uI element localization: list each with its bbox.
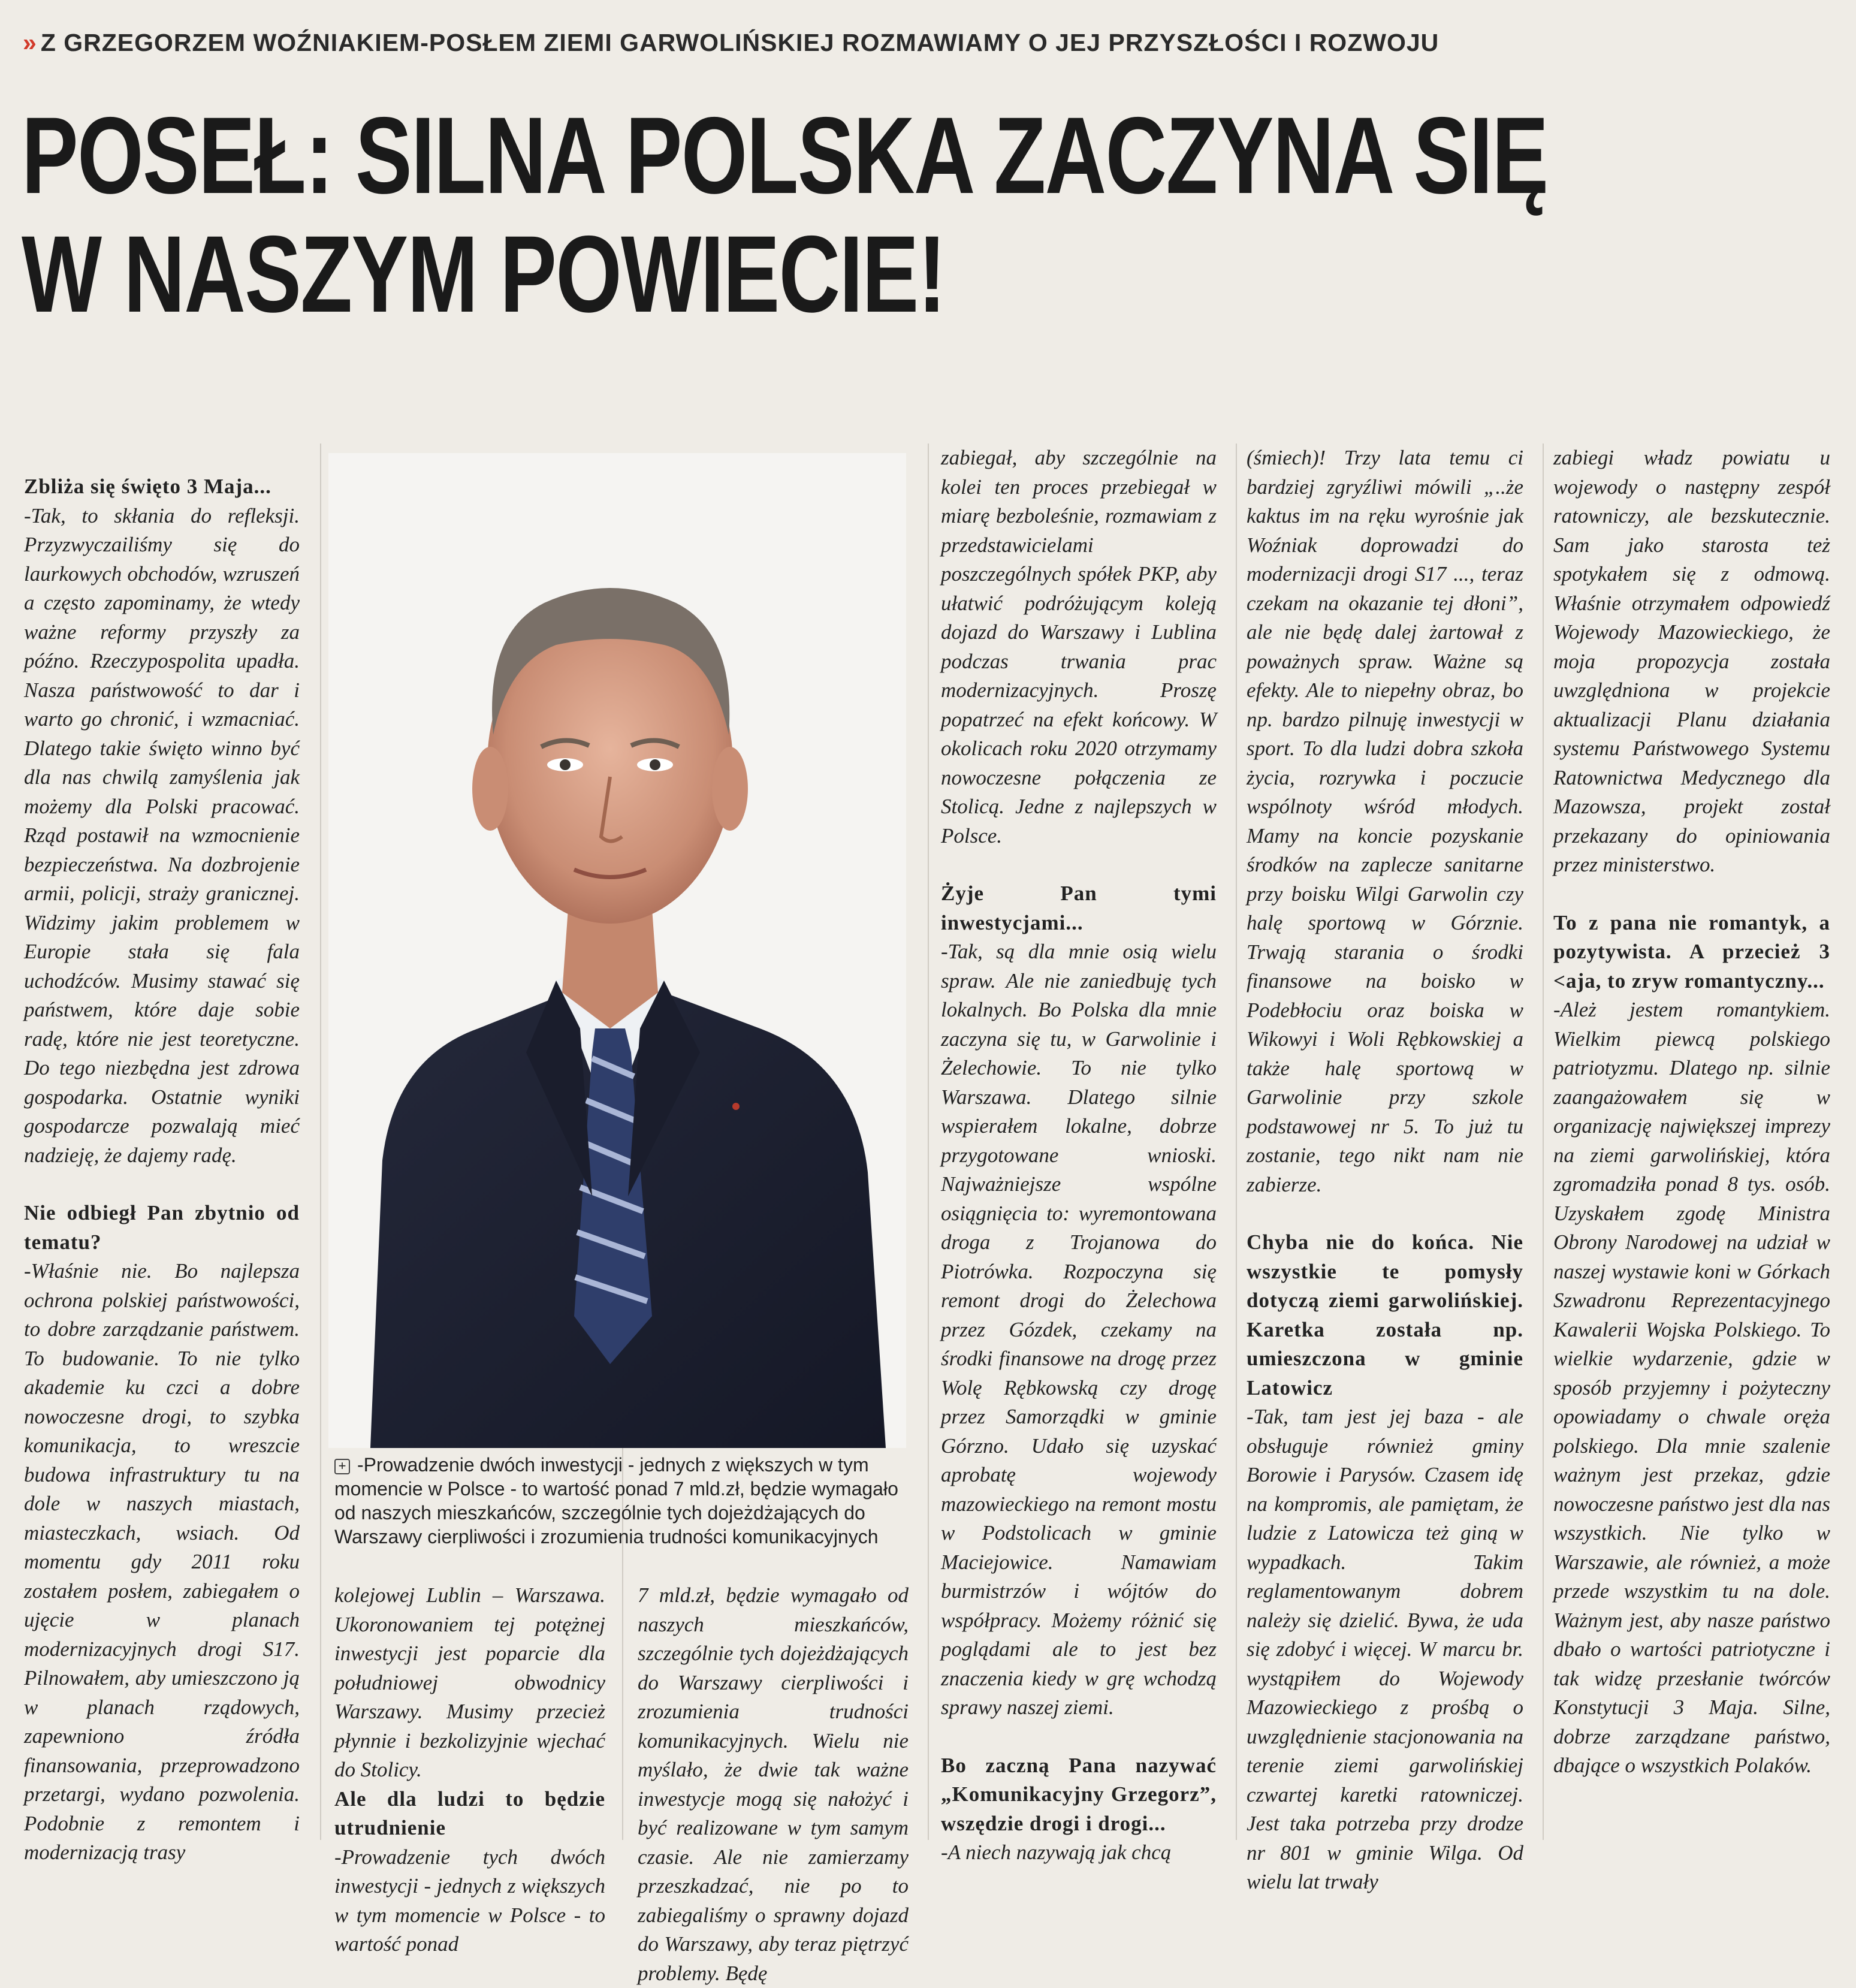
interview-answer: (śmiech)! Trzy lata temu ci bardziej zgryźliwi mówili „..że kaktus im na ręku wyrośnie jak Woźniak doprowadzi do modernizacji drogi S17 ..., teraz czekam na okazanie tej dłoni”, ale nie będę dalej żartował z poważnych spraw. Ważne są efekty. Ale to niepełny obraz, bo np. bardzo pilnuję inwestycji w sport. To dla ludzi dobra szkoła życia, rozrywka i poczucie wspólnoty wśród młodych. Mamy na koncie pozyskanie środków na zaplecze sanitarne przy boisku Wilgi Garwolin czy halę sportową w Górznie. Trwają starania o środki finansowe na boisko w Podebłociu oraz boiska w Wikowyi i Woli Rębkowskiej a także halę sportową w Garwolinie przy szkole podstawowej nr 5. To już tu zostanie, tego nikt nam nie zabierze. (1247, 446, 1523, 1196)
interview-answer: -Tak, to skłania do refleksji. Przyzwyczailiśmy się do laurkowych obchodów, wzruszeń a często zapominamy, że wtedy ważne reformy przyszły za późno. Rzeczypospolita upadła. Nasza państwowość to dar i warto go chronić, i wzmacniać. Dlatego takie święto winno być dla nas chwilą zamyślenia jak możemy dla Polski pracować. Rząd postawił na wzmocnienie bezpieczeństwa. Na dozbrojenie armii, policji, straży granicznej. Widzimy jakim problemem w Europie stała się fala uchodźców. Musimy stawać się państwem, które daje sobie radę, które nie jest teoretyczne. Do tego niezbędna jest zdrowa gospodarka. Ostatnie wyniki gospodarcze pozwalają mieć nadzieję, że dajemy radę. (24, 503, 300, 1167)
article-headline (22, 94, 1548, 335)
article-kicker (23, 29, 1439, 57)
portrait-illustration (328, 453, 906, 1448)
interview-answer: zabiegał, aby szczególnie na kolei ten proces przebiegał w miarę bezboleśnie, rozmawiam z przedstawicielami poszczególnych spółek PKP, aby ułatwić podróżującym koleją dojazd do Warszawy i Lublina podczas trwania prac modernizacyjnych. Proszę popatrzeć na efekt końcowy. W okolicach roku 2020 otrzymamy nowoczesne połączenia ze Stolicą. Jedne z najlepszych w Polsce. (941, 446, 1217, 847)
interview-question: Bo zaczną Pana nazywać „Komunikacyjny Grzegorz”, wszędzie drogi i drogi... (941, 1753, 1217, 1835)
interview-answer: -Tak, są dla mnie osią wielu spraw. Ale nie zaniedbuję tych lokalnych. Bo Polska dla mnie zaczyna się tu, w Garwolinie i Żelechowie. To nie tylko Warszawa. Dlatego silnie wspierałem lokalne, dobrze przygotowane wnioski. Najważniejsze wspólne osiągnięcia to: wyremontowana droga z Trojanowa do Piotrówka. Rozpoczyna się remont drogi do Żelechowa przez Gózdek, czekamy na środki finansowe na drogę przez Wolę Rębkowską czy drogę przez Samorządki w gminie Górzno. Udało się uzyskać aprobatę wojewody mazowieckiego na remont mostu w Podstolicach w gminie Maciejowice. Namawiam burmistrzów i wójtów do współpracy. Możemy różnić się poglądami ale to jest bez znaczenia kiedy w grę wchodzą sprawy naszej ziemi. (941, 940, 1217, 1719)
column-rule (320, 444, 321, 1840)
kicker-arrow-icon: » (23, 29, 37, 56)
interview-question: Nie odbiegł Pan zbytnio od tematu? (24, 1201, 300, 1254)
interview-answer: -Prowadzenie tych dwóch inwestycji - jednych z większych w tym momencie w Polsce - to wartość ponad (334, 1845, 605, 1956)
column-rule (928, 444, 929, 1840)
interview-answer: -Właśnie nie. Bo najlepsza ochrona polskiej państwowości, to dobre zarządzanie państwem. To budowanie. To nie tylko akademie ku czci a dobre nowoczesne drogi, to szybka komunikacja, to wreszcie budowa infrastruktury tu na dole w naszych miastach, miasteczkach, wsiach. Od momentu gdy 2011 roku zostałem posłem, zabiegałem o ujęcie w planach modernizacyjnych drogi S17. Pilnowałem, aby umieszczono ją w planach rządowych, zapewniono źródła finansowania, przeprowadzono przetargi, wydano pozwolenia. Podobnie z remontem i modernizacją trasy (24, 1259, 300, 1864)
paragraph-spacer (941, 850, 1217, 879)
paragraph-spacer (1553, 880, 1830, 909)
interview-question: Zbliża się święto 3 Maja... (24, 475, 271, 498)
interview-question: Żyje Pan tymi inwestycjami... (941, 882, 1217, 934)
article-column-6 (1553, 444, 1830, 1781)
column-rule (1543, 444, 1544, 1840)
article-column-4 (941, 444, 1217, 1868)
kicker-text: Z GRZEGORZEM WOŹNIAKIEM-POSŁEM ZIEMI GARWOLIŃSKIEJ ROZMAWIAMY O JEJ PRZYSZŁOŚCI I ROZWOJU (40, 29, 1439, 56)
column-rule (1236, 444, 1237, 1840)
paragraph-spacer (24, 1170, 300, 1199)
interview-answer: -A niech nazywają jak chcą (941, 1841, 1172, 1864)
article-column-1 (24, 472, 300, 1868)
headline-line-2: W NASZYM POWIECIE! (22, 213, 946, 335)
portrait-photo (328, 453, 906, 1448)
paragraph-spacer (941, 1722, 1217, 1751)
interview-question: To z pana nie romantyk, a pozytywista. A przecież 3 <aja, to zryw romantyczny... (1553, 910, 1830, 993)
interview-answer: -Ależ jestem romantykiem. Wielkim piewcą polskiego patriotyzmu. Dlatego np. silnie zaangażowałem się w organizację największej imprezy na ziemi garwolińskiej, która zgromadziła ponad 8 tys. osób. Uzyskałem zgodę Ministra Obrony Narodowej na udział w naszej wystawie koni w Górkach Szwadronu Reprezentacyjnego Kawalerii Wojska Polskiego. To wielkie wydarzenie, gdzie w sposób przyjemny i pożyteczny opowiadamy o chwale oręża polskiego. Dla mnie szalenie ważnym jest przekaz, gdzie nowoczesne państwo jest dla nas wszystkich. Nie tylko w Warszawie, ale również, a może przede wszystkim tu na dole. Ważnym jest, aby nasze państwo dbało o wartości patriotyczne i tak widzę przesłanie twórców Konstytucji 3 Maja. Silne, dobrze zarządzane państwo, dbające o wszystkich Polaków. (1553, 998, 1830, 1777)
plus-box-icon: + (334, 1459, 350, 1474)
article-column-2 (334, 1581, 605, 1959)
interview-answer: kolejowej Lublin – Warszawa. Ukoronowaniem tej potężnej inwestycji jest poparcie dla południowej obwodnicy Warszawy. Musimy przecież płynnie i bezkolizyjnie wjechać do Stolicy. (334, 1583, 605, 1781)
interview-question: Ale dla ludzi to będzie utrudnienie (334, 1787, 605, 1839)
interview-answer: -Tak, tam jest jej baza - ale obsługuje również gminy Borowie i Parysów. Czasem idę na kompromis, ale pamiętam, że ludzie z Latowicza też giną w wypadkach. Takim reglamentowanym dobrem należy się dzielić. Bywa, że uda się zdobyć i więcej. W marcu br. wystąpiłem do Wojewody Mazowieckiego z prośbą o uwzględnienie stacjonowania na terenie ziemi garwolińskiej czwartej karetki ratowniczej. Jest taka potrzeba przy drodze nr 801 w gminie Wilga. Od wielu lat trwały (1247, 1405, 1523, 1893)
interview-answer: 7 mld.zł, będzie wymagało od naszych mieszkańców, szczególnie tych dojeżdżających do Warszawy cierpliwości i zrozumienia trudności komunikacyjnych. Wielu nie myślało, że dwie tak ważne inwestycje mogą się nałożyć i być realizowane w tym samym czasie. Ale nie zamierzamy przeszkadzać, nie po to zabiegaliśmy o sprawny dojazd do Warszawy, aby teraz piętrzyć problemy. Będę (638, 1583, 909, 1985)
caption-text: -Prowadzenie dwóch inwestycji - jednych z większych w tym momencie w Polsce - to wartość ponad 7 mld.zł, będzie wymagało od naszych mieszkańców, szczególnie tych dojeżdżających do Warszawy cierpliwości i zrozumienia trudności komunikacyjnych (334, 1454, 898, 1547)
interview-answer: zabiegi władz powiatu u wojewody o następny zespół ratowniczy, ale bezskutecznie. Sam jako starosta też spotykałem się z odmową. Właśnie otrzymałem odpowiedź Wojewody Mazowieckiego, że moja propozycja została uwzględniona w projekcie aktualizacji Planu działania systemu Państwowego Systemu Ratownictwa Medycznego dla Mazowsza, projekt został przekazany do opiniowania przez ministerstwo. (1553, 446, 1830, 876)
headline-line-1: POSEŁ: SILNA POLSKA ZACZYNA SIĘ (22, 94, 1548, 216)
photo-caption (334, 1453, 910, 1549)
interview-question: Chyba nie do końca. Nie wszystkie te pomysły dotyczą ziemi garwolińskiej. Karetka została np. umieszczona w gminie Latowicz (1247, 1230, 1523, 1399)
article-column-3 (638, 1581, 909, 1988)
paragraph-spacer (1247, 1199, 1523, 1228)
article-column-5 (1247, 444, 1523, 1897)
